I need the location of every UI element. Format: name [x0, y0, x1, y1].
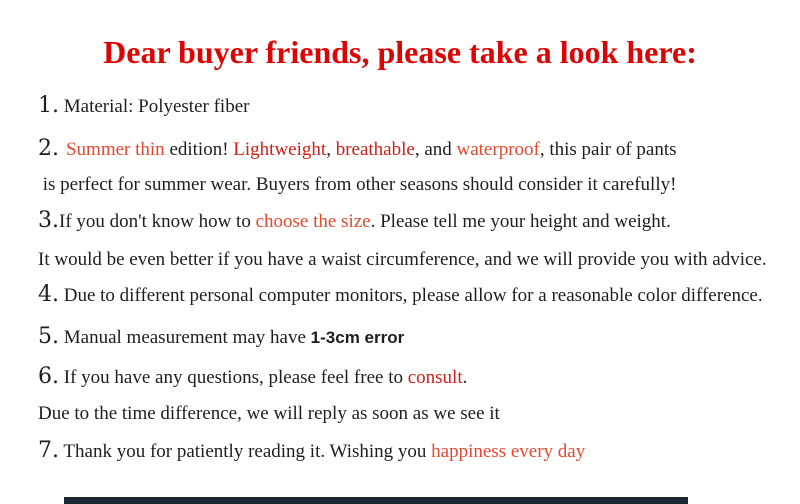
list-number-7: 7.	[38, 438, 59, 463]
highlight-waterproof: waterproof	[456, 139, 540, 160]
line-text: is perfect for summer wear. Buyers from other seasons should consider it carefully!	[38, 174, 677, 195]
highlight-measurement-error: 1-3cm error	[310, 328, 405, 347]
list-number-1: 1.	[38, 93, 59, 118]
highlight-lightweight: Lightweight	[233, 139, 327, 160]
line-text: If you don't know how to	[59, 211, 256, 232]
highlight-summer-thin: Summer thin	[65, 139, 165, 160]
next-section-edge-bar	[64, 497, 688, 504]
line-text: . Please tell me your height and weight.	[370, 211, 671, 232]
line-text: ,	[326, 139, 336, 160]
notice-line-7	[38, 437, 585, 465]
line-text: Manual measurement may have	[59, 327, 311, 348]
line-text: edition!	[164, 139, 234, 160]
list-number-3: 3.	[38, 208, 59, 233]
notice-line-1	[38, 92, 249, 120]
highlight-choose-the-size: choose the size	[255, 211, 371, 232]
list-number-4: 4.	[38, 282, 59, 307]
notice-line-3-cont	[38, 246, 767, 273]
line-text: Thank you for patiently reading it. Wishing you	[59, 441, 432, 462]
line-text: , this pair of pants	[539, 139, 677, 160]
line-text: .	[462, 367, 468, 388]
line-text: If you have any questions, please feel free to	[59, 367, 408, 388]
page-title: Dear buyer friends, please take a look here:	[103, 34, 697, 70]
highlight-happiness-every-day: happiness every day	[431, 441, 586, 462]
highlight-consult: consult	[407, 367, 463, 388]
highlight-breathable: breathable	[335, 139, 415, 160]
line-text: Due to different personal computer monitors, please allow for a reasonable color difference.	[59, 285, 763, 306]
line-text: , and	[414, 139, 457, 160]
notice-line-3	[38, 207, 671, 235]
notice-line-4	[38, 281, 763, 309]
line-text: Due to the time difference, we will reply as soon as we see it	[38, 403, 500, 424]
line-text: It would be even better if you have a waist circumference, and we will provide you with advice.	[38, 249, 767, 270]
notice-line-5	[38, 323, 404, 351]
list-number-2: 2.	[38, 136, 66, 161]
list-number-5: 5.	[38, 324, 59, 349]
notice-line-6-cont	[38, 400, 500, 427]
notice-line-2	[38, 135, 677, 163]
notice-line-6	[38, 363, 467, 391]
notice-line-2-cont	[38, 171, 676, 198]
list-number-6: 6.	[38, 364, 59, 389]
line-text: Material: Polyester fiber	[59, 96, 250, 117]
